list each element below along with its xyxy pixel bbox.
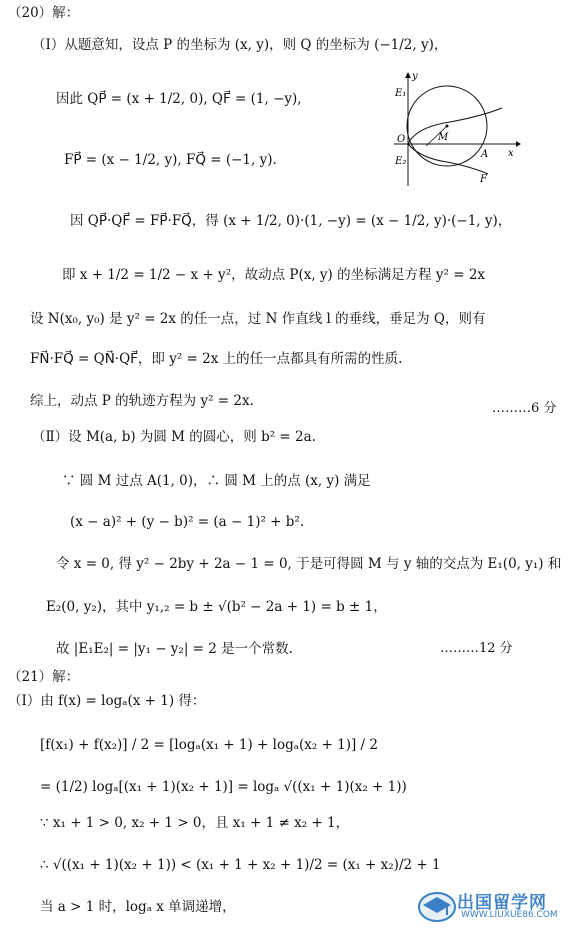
p20-part1-line7: FN⃗·FQ⃗ = QN⃗·QF⃗，即 y² = 2x 上的任一点都具有所需的性质. [30,351,403,367]
watermark-logo [417,884,575,926]
label-o: O [397,134,406,145]
p20-part1-line3: FP⃗ = (x − 1/2, y), FQ⃗ = (−1, y). [64,152,277,168]
point-m [446,125,449,128]
p21-line5: ∴ √((x₁ + 1)(x₂ + 1)) < (x₁ + 1 + x₂ + 1)/2 = (x₁ + x₂)/2 + 1 [40,857,441,873]
label-m: M [438,132,449,143]
problem-20-header: （20）解： [8,5,80,21]
p20-part2-line4: 令 x = 0, 得 y² − 2by + 2a − 1 = 0, 于是可得圆 M 与 y 轴的交点为 E₁(0, y₁) 和 [56,556,562,572]
p20-part2-line2: ∵ 圆 M 过点 A(1, 0)，∴ 圆 M 上的点 (x, y) 满足 [62,473,371,489]
p20-part2-line3: (x − a)² + (y − b)² = (a − 1)² + b². [70,514,305,530]
p20-part1-line8: 综上，动点 P 的轨迹方程为 y² = 2x. [30,393,254,409]
p21-line4: ∵ x₁ + 1 > 0, x₂ + 1 > 0，且 x₁ + 1 ≠ x₂ + 1， [40,815,350,831]
graduation-cap-icon [417,885,457,925]
p20-part1-line6: 设 N(x₀, y₀) 是 y² = 2x 的任一点，过 N 作直线 l 的垂线，垂足为 Q，则有 [30,311,486,327]
p20-part1-line5: 即 x + 1/2 = 1/2 − x + y²，故动点 P(x, y) 的坐标满足方程 y² = 2x [62,267,486,283]
p20-part2-line6: 故 |E₁E₂| = |y₁ − y₂| = 2 是一个常数. [56,641,293,657]
label-f: F [480,174,487,185]
p21-line2: [f(x₁) + f(x₂)] / 2 = [logₐ(x₁ + 1) + logₐ(x₂ + 1)] / 2 [40,737,378,753]
p21-line6: 当 a > 1 时，logₐ x 单调递增， [40,899,236,915]
label-a: A [481,149,489,160]
p20-part1-line2: 因此 QP⃗ = (x + 1/2, 0), QF⃗ = (1, −y), [56,91,302,107]
label-y: y [412,71,418,82]
label-x: x [508,148,514,159]
watermark-title: 出国留学网 [457,893,547,913]
p20-part2-line1: （Ⅱ）设 M(a, b) 为圆 M 的圆心，则 b² = 2a. [32,429,316,445]
p20-part1-line4: 因 QP⃗·QF⃗ = FP⃗·FQ⃗，得 (x + 1/2, 0)·(1, −y) = (x − 1/2, y)·(−1, y)， [70,213,512,229]
parabola [408,108,502,144]
x-axis-arrow [516,141,521,147]
p21-line1: （Ⅰ）由 f(x) = logₐ(x + 1) 得： [8,693,206,709]
p20-part1-line1: （Ⅰ）从题意知，设点 P 的坐标为 (x, y)，则 Q 的坐标为 (−1/2, y)， [32,37,448,53]
score-6: ………6 分 [492,401,557,416]
geometry-figure [392,70,522,188]
y-axis-arrow [405,72,411,78]
score-12: ………12 分 [440,641,513,656]
label-e1: E₁ [395,88,407,99]
problem-21-header: （21）解： [8,669,80,685]
parabola-lower [408,144,488,174]
p21-line3: = (1/2) logₐ[(x₁ + 1)(x₂ + 1)] = logₐ √((x₁ + 1)(x₂ + 1)) [40,779,407,795]
p20-part2-line5: E₂(0, y₂)，其中 y₁,₂ = b ± √(b² − 2a + 1) = b ± 1， [46,599,387,615]
watermark-url: WWW.LIUXUE86.COM [461,910,558,920]
label-e2: E₂ [395,156,407,167]
